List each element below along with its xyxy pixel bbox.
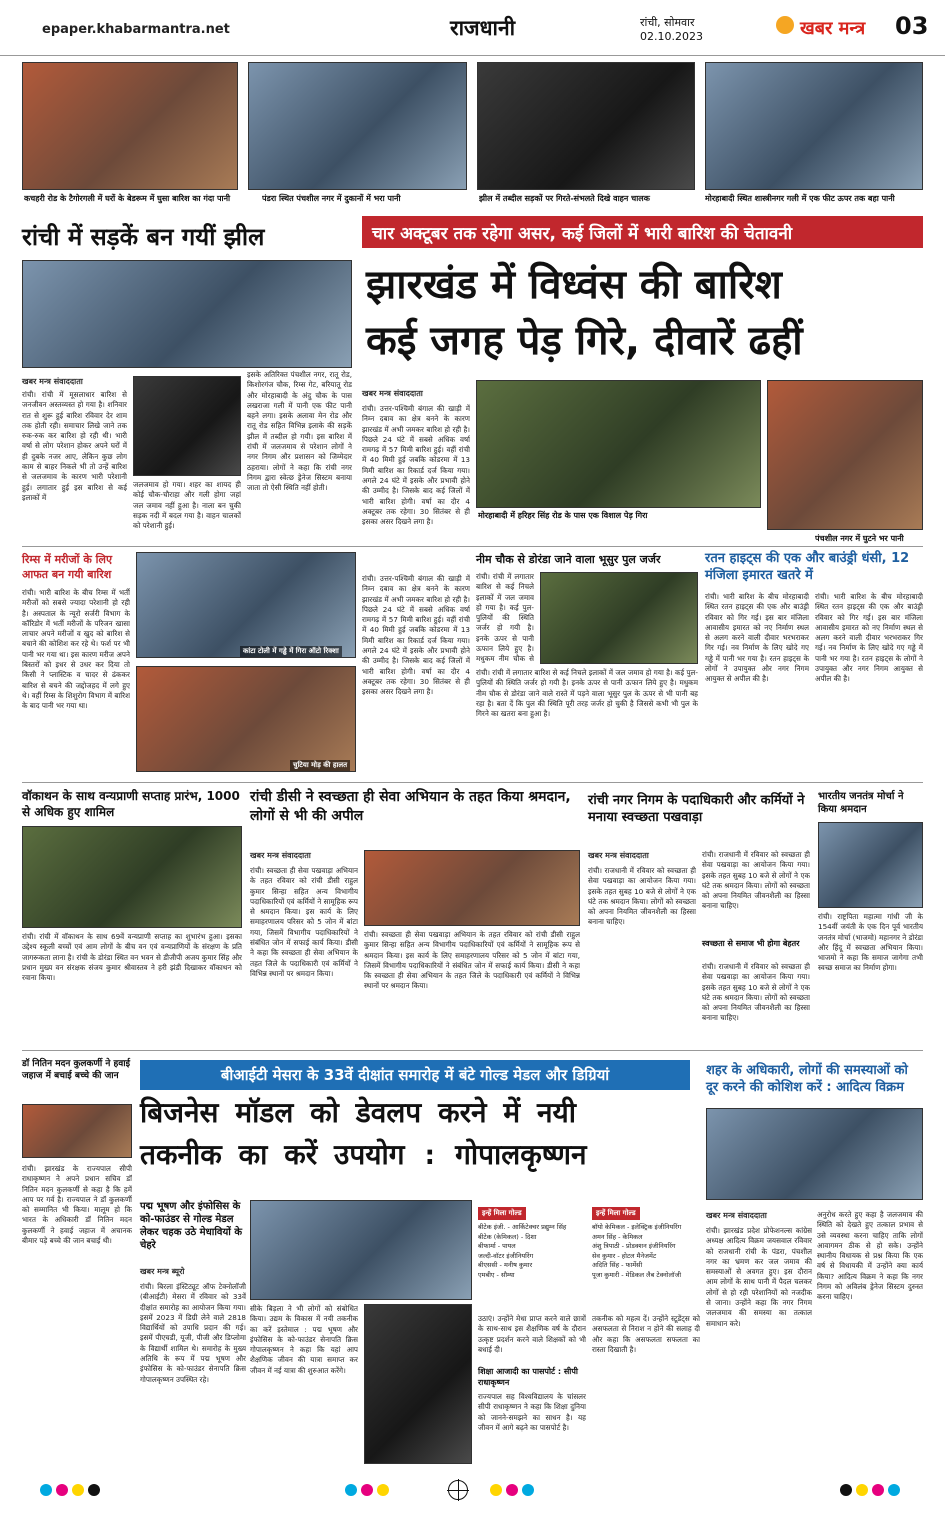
top-photo-4-caption: मोरहाबादी स्थित शास्त्रीनगर गली में एक फीट ऊपर तक बहा पानी (705, 194, 895, 203)
lead-red-banner: चार अक्टूबर तक रहेगा असर, कई जिलों में भारी बारिश की चेतावनी (362, 216, 923, 248)
gold-list-2 (592, 1200, 700, 1310)
page-footer (0, 1470, 945, 1517)
bit-body-2: सीके बिड़ला ने भी लोगों को संबोधित किया। उद्यम के विकास में नयी तकनीक का करें इस्तेमाल : पद्म भूषण और इंफोसिस के को-फाउंडर सेनापति क्रिस गोपालकृष्णन ने कहा कि यहां आप शैक्षणिक जीवन की यात्रा समाप्त कर जीवन में नई यात्रा की शुरुआत करेंगे। (250, 1304, 358, 1375)
bit-speaker-photo (364, 1304, 472, 1464)
ratan-heights-body-2: रांची। भारी बारिश के बीच मोरहाबादी स्थित रतन हाइट्स की एक और बाउंड्री रविवार को गिर गई। इस बार मंजिला आवासीय इमारत को नए निर्माण स्थल से अलग करने वाली दीवार भरभराकर गिर गई। नव निर्माण के लिए खोदे गए गड्ढे में पानी भर गया है। रतन हाइट्स के लोगों ने उपायुक्त और नगर निगम आयुक्त से अपील की है। (815, 592, 923, 684)
magenta-dot (56, 1484, 68, 1496)
magenta-dot (872, 1484, 884, 1496)
registration-dots (490, 1484, 534, 1496)
lead-main-headline-2: कई जगह पेड़ गिरे, दीवारें ढहीं (366, 318, 803, 364)
bjm-headline: भारतीय जनतंत्र मोर्चा ने किया श्रमदान (818, 791, 904, 815)
gold-list-1-item: जल्दी-वॉटर इंजीनियरिंग (478, 1251, 534, 1260)
rims-photo-2-caption: चुटिया मोड़ की हालत (290, 760, 350, 771)
bit-byline: खबर मन्त्र ब्यूरो (140, 1267, 185, 1276)
gold-list-1-item: बीटेक (केमिकल) - दिशा (478, 1232, 537, 1241)
bit-blue-banner: बीआईटी मेसरा के 33वें दीक्षांत समारोह में बंटे गोल्ड मेडल और डिग्रियां (140, 1060, 690, 1090)
divider (22, 782, 923, 783)
bit-body-5: तकनीक को महत्व दें। उन्होंने स्टूडेंट्स को असफलता से निराश न होने की सलाह दी और कहा कि असफलता सफलता का रास्ता दिखाती है। (592, 1314, 700, 1354)
gold-list-1-item: बीएससी - मनीष कुमार (478, 1261, 533, 1269)
ratan-heights-body-1: रांची। भारी बारिश के बीच मोरहाबादी स्थित रतन हाइट्स की एक और बाउंड्री रविवार को गिर गई। इस बार मंजिला आवासीय इमारत को नए निर्माण स्थल से अलग करने वाली दीवार भरभराकर गिर गई। नव निर्माण के लिए खोदे गए गड्ढे में पानी भर गया है। रतन हाइट्स के लोगों ने उपायुक्त और नगर निगम आयुक्त से अपील की है। (705, 592, 809, 684)
black-dot (840, 1484, 852, 1496)
gold-list-1-item: बीफार्मा - पायल (478, 1242, 516, 1250)
page-header (0, 0, 945, 56)
top-photo-3-caption: झील में तब्दील सड़कों पर गिरते-संभलते दिखे वाहन चालक (479, 194, 650, 203)
aditya-body-2: अनुरोध करते हुए कहा है जलजमाव की स्थिति को देखते हुए तत्काल प्रभाव से उसे व्यवस्था करना चाहिए ताकि लोगों आवागमन ठीक से हो सके। उन्होंने स्थानीय विधायक से प्रश्न किया कि एक वर्ष से विधायकी में उन्होंने क्या कार्य किया? आदित्य विक्रम ने कहा कि नगर निगम को अविलंब ड्रेनेज सिस्टम दुरुस्त करना चाहिए। (817, 1210, 923, 1302)
issue-date: 02.10.2023 (640, 30, 703, 43)
ratan-heights-headline: रतन हाइट्स की एक और बाउंड्री धंसी, 12 मंजिला इमारत खतरे में (705, 551, 910, 583)
rims-photo-2 (136, 666, 356, 772)
section-title: राजधानी (450, 16, 516, 40)
aditya-body-1: रांची। झारखंड प्रदेश प्रोफेशनल्स कांग्रेस अध्यक्ष आदित्य विक्रम जयसवाल रविवार को राजधानी रांची के पंडरा, पंचशील नगर का भ्रमण कर जल जमाव की समस्याओं से अवगत हुए। इस दौरान आम लोगों के साथ पानी में पैदल चलकर लोगों से हो रही परेशानियों को नजदीक से जाना। उन्होंने कहा कि नगर निगम जलजमाव की समस्या का तत्काल समाधान करे। (706, 1226, 812, 1328)
crosshair-icon-h (447, 1490, 469, 1491)
cyan-dot (40, 1484, 52, 1496)
bjm-body: रांची। राष्ट्रपिता महात्मा गांधी जी के 154वीं जयंती के एक दिन पूर्व भारतीय जनतंत्र मोर्चा (भाजमो) महानगर ने डोरंडा और हिंदू में स्वच्छता अभियान किया। भाजमो ने कहा कि समाज जागेगा तभी स्वच्छ समाज का निर्माण होगा। (818, 912, 923, 973)
lead-left-car-photo (133, 376, 241, 476)
rims-photo-1 (136, 552, 356, 658)
bit-body-3: उठाएं। उन्होंने मेधा प्राप्त करने वाले छात्रों के साथ-साथ इस शैक्षणिक वर्ष के दौरान उत्कृष्ट प्रदर्शन करने वाले शिक्षकों को भी बधाई दी। (478, 1314, 586, 1354)
governor-body: रांची। झारखंड के राज्यपाल सीपी राधाकृष्णन ने अपने प्रधान सचिव डॉ नितिन मदन कुलकर्णी से कहा है कि हमें आप पर गर्व है। राज्यपाल ने डॉ कुलकर्णी को सम्मानित भी किया। मालूम हो कि भारत के अधिकारी डॉ नितिन मदन कुलकर्णी ने हवाई जहाज में अचानक बीमार पड़े बच्चे की जान बचाई थी। (22, 1164, 132, 1246)
rmc-body-1: रांची। राजधानी में रविवार को स्वच्छता ही सेवा पखवाड़ा का आयोजन किया गया। इसके तहत सुबह 10 बजे से लोगों ने एक घंटे तक श्रमदान किया। लोगों को स्वच्छता को अपना नियमित जीवनशैली का हिस्सा बनाना चाहिए। (588, 866, 696, 927)
rmc-headline: रांची नगर निगम के पदाधिकारी और कर्मियों ने मनाया स्वच्छता पखवाड़ा (588, 793, 805, 825)
yellow-dot (377, 1484, 389, 1496)
lead-left-body-2: इसके अतिरिक्त पंचशील नगर, रातू रोड, किशोरगंज चौक, रिम्स गेट, बरियातू रोड और मोरहाबादी के अंदु चौक के पास लखराजा गली में पानी एक फीट पानी बहने लगा। इसके अलावा मेन रोड और रातू रोड सहित विभिन्न इलाके की सड़कें झील में तब्दील हो गयी। इस बारिश में रांची में जलजमाव से परेशान लोगों ने नगर निगम और प्रशासन को जिम्मेदार ठहराया। लोगों ने कहा कि रांची नगर निगम द्वारा स्वेत्छ ड्रेनेज सिस्टम बनाया जाता तो ऐसी स्थिति नहीं होती। (247, 370, 352, 493)
gold-list-1-item: एमबीए - सौम्या (478, 1270, 515, 1279)
dc-byline: खबर मन्त्र संवाददाता (250, 851, 311, 860)
top-photo-2-caption: पंडरा स्थित पंचशील नगर में दुकानों में भरा पानी (262, 194, 401, 203)
gold-list-2-item: बॉयो केमिकल - इलेक्ट्रिक इंजीनियरिंग (592, 1223, 682, 1231)
gold-list-1-item: बीटेक इंजी. - आर्किटेक्चर प्रद्युम्न सिंह (478, 1223, 567, 1231)
rims-headline: रिम्स में मरीजों के लिए आफत बन गयी बारिश (22, 553, 113, 581)
lead-left-photo (22, 260, 352, 368)
page-number: 03 (895, 12, 929, 40)
cyan-dot (888, 1484, 900, 1496)
site-url[interactable]: epaper.khabarmantra.net (42, 22, 230, 37)
yellow-dot (856, 1484, 868, 1496)
lead-main-photo-2-caption: पंचशील नगर में घुटने भर पानी (815, 534, 904, 543)
gold-list-1 (478, 1200, 586, 1310)
walkathon-headline: वॉकाथन के साथ वन्यप्राणी सप्ताह प्रारंभ, 1000 से अधिक हुए शामिल (22, 789, 240, 819)
governor-headline: डॉ नितिन मदन कुलकर्णी ने हवाई जहाज में बचाई बच्चे की जान (22, 1059, 131, 1081)
gold-list-1-title: इन्हें मिला गोल्ड (478, 1207, 526, 1220)
lead-main-body-1: रांची। उत्तर-पश्चिमी बंगाल की खाड़ी में निम्न दबाव का क्षेत्र बनने के कारण झारखंड में अभी जमकर बारिश हो रही है। पिछले 24 घंटे में सबसे अधिक वर्षा रामगढ़ में 57 मिमी बारिश हुई। वहीं रांची में 40 मिमी हुई जबकि कोडरमा में 13 मिमी बारिश का रिकार्ड दर्ज किया गया। अगले 24 घंटे में इसके और प्रभावी होने की उम्मीद है। जिसके बाद कई जिलों में भारी बारिश होगी। वर्षा का दौर 4 अक्टूबर तक रहेगा। 30 सितंबर से ही इसका असर दिखने लगा है। (362, 404, 470, 527)
bjm-photo (818, 822, 923, 908)
city-day: रांची, सोमवार (640, 16, 695, 29)
aditya-byline: खबर मन्त्र संवाददाता (706, 1211, 767, 1220)
lead-left-photo-caption: जलजमाव हो गया। शहर का शायद ही कोई चौक-चौराहा और गली होगा जहां जल जमाव नहीं हुआ है। नाला बन चुकी सड़क नदी में बदल गया है। वाहन चालकों को परेशानी हुई। (133, 480, 241, 531)
bit-stage-photo (250, 1200, 472, 1300)
yellow-dot (490, 1484, 502, 1496)
rmc-subhead: स्वच्छता से समाज भी होगा बेहतर (702, 939, 800, 948)
lead-main-tree-photo (476, 380, 761, 508)
bit-body-1: रांची। बिरला इंस्टिट्यूट ऑफ टेक्नोलॉजी (बीआईटी) मेसरा में रविवार को 33वें दीक्षांत समारोह का आयोजन किया गया। इसमें 2023 में डिग्री लेने वाले 2818 विद्यार्थियों को उपाधि प्रदान की गई। इसमें पीएचडी, यूजी, पीजी और डिप्लोमा के विद्यार्थी शामिल थे। समारोह के मुख्य अतिथि के रूप में पद्म भूषण और इंफोसिस के को-फाउंडर सेनापति क्रिस गोपालकृष्णन उपस्थित रहे। (140, 1282, 246, 1384)
aditya-photo (706, 1108, 923, 1200)
neem-chowk-headline: नीम चौक से डोरंडा जाने वाला भूसुर पुल जर्जर (476, 553, 661, 566)
lead-main-photo-1-caption: मोरहाबादी में हरिहर सिंह रोड के पास एक विशाल पेड़ गिरा (478, 511, 648, 520)
dc-headline: रांची डीसी ने स्वच्छता ही सेवा अभियान के तहत किया श्रमदान, लोगों से भी की अपील (250, 789, 571, 824)
walkathon-photo (22, 826, 242, 928)
rims-body: रांची। भारी बारिश के बीच रिम्स में भर्ती मरीजों को सबसे ज्यादा परेशानी हो रही है। अस्पताल के न्यूरो सर्जरी विभाग के कॉरिडोर में भर्ती मरीजों के परिजन खासा लाचार अपने मरीजों व खुद को बारिश से बचाने की कोशिश कर रहे थे। फर्श पर भी पानी भर गया था। इस कारण मरीज अपने बिस्तरों को इधर से उधर कर दिया तो किसी ने प्लास्टिक व चादर से ढंककर बारिश से बचने की जद्दोजहद में लगे हुए थे। वहीं रिम्स के शिशुरोग विभाग में बारिश के बाद पानी भर गया था। (22, 588, 130, 711)
lead-main-byline: खबर मन्त्र संवाददाता (362, 389, 423, 398)
gold-list-2-title: इन्हें मिला गोल्ड (592, 1207, 640, 1220)
dc-body-2: रांची। स्वच्छता ही सेवा पखवाड़ा अभियान के तहत रविवार को रांची डीसी राहुल कुमार सिन्हा सहित अन्य विभागीय पदाधिकारियों एवं कर्मियों ने सामूहिक रूप से श्रमदान किया। इस कार्य के लिए समाहरणालय परिसर को 5 जोन में बांटा गया, जिसमें विभागीय पदाधिकारियों ने संबंधित जोन में सफाई कार्य किया। डीसी ने कहा कि स्वच्छता ही सेवा अभियान के तहत जिले के पदाधिकारी एवं कर्मियों ने विभिन्न स्थानों पर श्रमदान किया। (364, 930, 580, 991)
dc-body-1: रांची। स्वच्छता ही सेवा पखवाड़ा अभियान के तहत रविवार को रांची डीसी राहुल कुमार सिन्हा सहित अन्य विभागीय पदाधिकारियों एवं कर्मियों ने सामूहिक रूप से श्रमदान किया। इस कार्य के लिए समाहरणालय परिसर को 5 जोन में बांटा गया, जिसमें विभागीय पदाधिकारियों ने संबंधित जोन में सफाई कार्य किया। डीसी ने कहा कि स्वच्छता ही सेवा अभियान के तहत जिले के पदाधिकारी एवं कर्मियों ने विभिन्न स्थानों पर श्रमदान किया। (250, 866, 358, 978)
divider (22, 546, 923, 547)
neem-chowk-body-cont: रांची। रांची में लगातार बारिश से कई निचले इलाकों में जल जमाव हो गया है। कई पुल-पुलियों की स्थिति जर्जर हो गयी है। इनके ऊपर से पानी ऊफान लिये हुए है। मधुकम नीम चौक से डोरंडा जाने वाले रास्ते में पड़ने वाला भूसुर पुल के ऊपर से भी पानी बह रहा है। बता दें कि पुल की स्थिति पूरी तरह जर्जर हो चुकी है जिससे कभी भी पुल के गिरने का खतरा बना हुआ है। (476, 668, 698, 719)
magenta-dot (361, 1484, 373, 1496)
top-photo-3 (477, 62, 695, 190)
top-photo-1-caption: कचहरी रोड के टैगोरगली में घरों के बेडरूम में घुसा बारिश का गंदा पानी (24, 194, 231, 203)
aditya-headline: शहर के अधिकारी, लोगों की समस्याओं को दूर करने की कोशिश करें : आदित्य विक्रम (706, 1063, 908, 1095)
bit-sub-headline: पद्म भूषण और इंफोसिस के को-फाउंडर से गोल्ड मेडल लेकर चहक उठे मेधावियों के चेहरे (140, 1201, 243, 1251)
dateline (640, 16, 703, 44)
bit-body-4: राज्यपाल सह विश्वविद्यालय के चांसलर सीपी राधाकृष्णन ने कहा कि शिक्षा दुनिया को जानने-समझने का साधन है। यह जीवन में आगे बढ़ने का पासपोर्ट है। (478, 1392, 586, 1432)
gold-list-2-item: पूजा कुमारी - मेडिकल लैब टेक्नोलॉजी (592, 1270, 682, 1279)
brand-logo-icon (776, 16, 794, 34)
gold-list-2-item: अंशु त्रिपाठी - प्रोडक्शन इंजीनियरिंग (592, 1242, 676, 1250)
gold-list-2-item: सेव कुमार - होटल मैनेजमेंट (592, 1251, 657, 1260)
cyan-dot (345, 1484, 357, 1496)
cyan-dot (522, 1484, 534, 1496)
top-photo-2 (248, 62, 467, 190)
rims-photo-1-caption: कांटा टोली में गड्ढे में गिरा ऑटो रिक्शा (240, 646, 342, 657)
dc-photo (364, 850, 580, 926)
registration-dots (40, 1484, 100, 1496)
governor-photo (22, 1104, 132, 1158)
rmc-body-2: रांची। राजधानी में रविवार को स्वच्छता ही सेवा पखवाड़ा का आयोजन किया गया। इसके तहत सुबह 10 बजे से लोगों ने एक घंटे तक श्रमदान किया। लोगों को स्वच्छता को अपना नियमित जीवनशैली का हिस्सा बनाना चाहिए। (702, 850, 810, 911)
neem-chowk-body: रांची। रांची में लगातार बारिश से कई निचले इलाकों में जल जमाव हो गया है। कई पुल-पुलियों की स्थिति जर्जर हो गयी है। इनके ऊपर से पानी ऊफान लिये हुए है। मधुकम नीम चौक से (476, 572, 534, 664)
lead-left-body-1: रांची। रांची में मूसलाधार बारिश से जनजीवन अस्तव्यस्त हो गया है। शनिवार रात से शुरू हुई बारिश रविवार देर शाम तक होती रही। समाचार लिखे जाने तक रुक-रुक कर बारिश हो रही थी। भारी वर्षा से लोग परेशान होकर अपने घरों में ही दुबके नजर आए, लेकिन कुछ लोग काम से बाहर निकले भी तो उन्हें बारिश से जलजमाव के कारण भारी परेशानी हुई। लगातार हुई इस बारिश से कई इलाकों में (22, 390, 127, 502)
registration-dots (345, 1484, 389, 1496)
bit-headline-2: तकनीक का करें उपयोग : गोपालकृष्णन (140, 1138, 587, 1171)
gold-list-2-item: अदिति सिंह - फार्मेसी (592, 1261, 643, 1269)
lead-main-body-2: रांची। उत्तर-पश्चिमी बंगाल की खाड़ी में निम्न दबाव का क्षेत्र बनने के कारण झारखंड में अभी जमकर बारिश हो रही है। पिछले 24 घंटे में सबसे अधिक वर्षा रामगढ़ में 57 मिमी बारिश हुई। वहीं रांची में 40 मिमी हुई जबकि कोडरमा में 13 मिमी बारिश का रिकार्ड दर्ज किया गया। अगले 24 घंटे में इसके और प्रभावी होने की उम्मीद है। जिसके बाद कई जिलों में भारी बारिश होगी। वर्षा का दौर 4 अक्टूबर तक रहेगा। 30 सितंबर से ही इसका असर दिखने लगा है। (362, 574, 470, 697)
lead-left-byline: खबर मन्त्र संवाददाता (22, 377, 83, 386)
divider (22, 1050, 923, 1051)
neem-chowk-photo (540, 572, 698, 664)
brand-name: खबर मन्त्र (800, 18, 866, 39)
registration-dots (840, 1484, 900, 1496)
yellow-dot (72, 1484, 84, 1496)
rmc-body-3: रांची। राजधानी में रविवार को स्वच्छता ही सेवा पखवाड़ा का आयोजन किया गया। इसके तहत सुबह 10 बजे से लोगों ने एक घंटे तक श्रमदान किया। लोगों को स्वच्छता को अपना नियमित जीवनशैली का हिस्सा बनाना चाहिए। (702, 962, 810, 1023)
walkathon-body: रांची। रांची में वॉकाथन के साथ 69वें वन्यप्राणी सप्ताह का शुभारंभ हुआ। इसका उद्देश्य स्कूली बच्चों एवं आम लोगों के बीच वन एवं वन्यप्राणियों के संरक्षण के प्रति जागरूकता लाना है। रांची के डोरंडा स्थित वन भवन से डीजीपी अजय कुमार सिंह और प्रधान मुख्य वन संरक्षक संजय कुमार श्रीवास्तव ने हरी झंडी दिखाकर वॉकाथन को रवाना किया। (22, 932, 242, 983)
lead-main-headline-1: झारखंड में विध्वंस की बारिश (366, 262, 782, 308)
magenta-dot (506, 1484, 518, 1496)
black-dot (88, 1484, 100, 1496)
top-photo-1 (22, 62, 238, 190)
top-photo-4 (705, 62, 923, 190)
bit-headline-1: बिजनेस मॉडल को डेवलप करने में नयी (140, 1096, 577, 1129)
lead-left-headline: रांची में सड़कें बन गयीं झील (22, 223, 265, 251)
bit-subhead: शिक्षा आजादी का पासपोर्ट : सीपी राधाकृष्णन (478, 1367, 578, 1387)
rmc-byline: खबर मन्त्र संवाददाता (588, 851, 649, 860)
crosshair-icon (448, 1480, 468, 1500)
lead-main-flood-photo (767, 380, 923, 530)
gold-list-2-item: अमन सिंह - केमिकल (592, 1232, 643, 1241)
